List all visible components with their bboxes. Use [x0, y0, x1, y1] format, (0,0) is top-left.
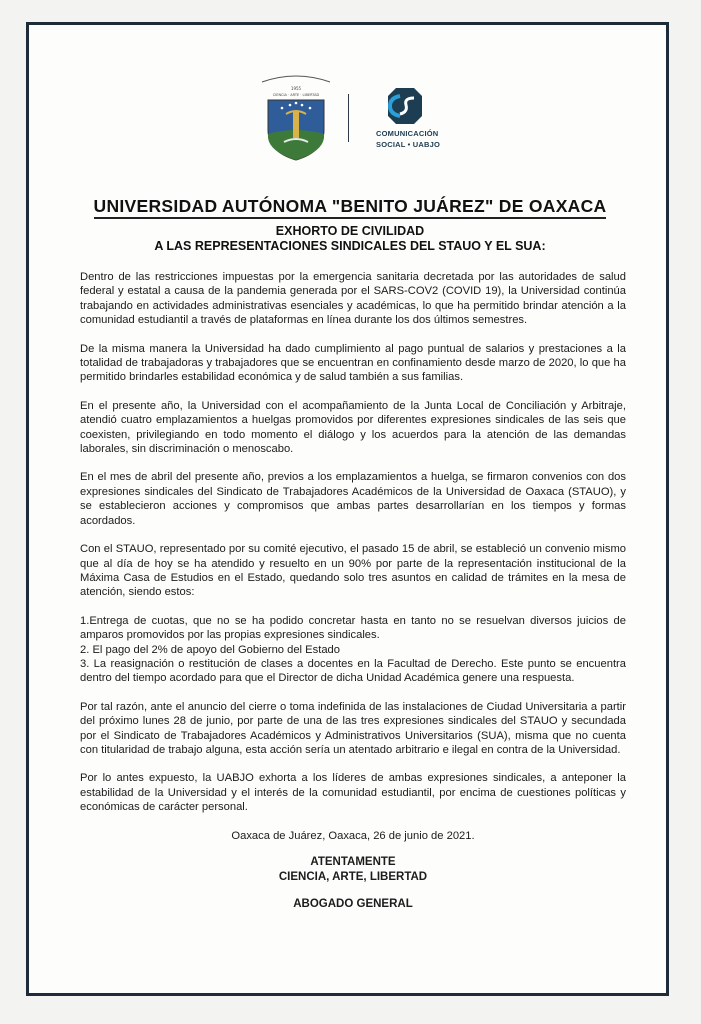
svg-text:CIENCIA · ARTE · LIBERTAD: CIENCIA · ARTE · LIBERTAD: [272, 93, 320, 97]
comunicacion-social-label: [376, 128, 486, 150]
issues-list: [80, 614, 626, 686]
document-body: [80, 270, 626, 911]
document-title: [60, 196, 640, 217]
title-text: UNIVERSIDAD AUTÓNOMA "BENITO JUÁREZ" DE OAXACA: [94, 196, 607, 219]
paragraph-3: En el presente año, la Universidad con el acompañamiento de la Junta Local de Conciliación y Arbitraje, atendió cuatro emplazamientos a huelgas promovidos por diferentes expresiones sindicales de las seis que coexisten, privilegiando en todo momento el diálogo y los acuerdos para la atención de las demandas laborales, sin discriminación o menoscabo.: [80, 399, 626, 456]
paragraph-6: Por tal razón, ante el anuncio del cierre o toma indefinida de las instalaciones de Ciudad Universitaria a partir del próximo lunes 28 de junio, por parte de una de las tres expresiones sindicales del STAUO y secundada por el Sindicato de Trabajadores Académicos y Administrativos Universitarios (SUA), misma que no cuenta con titularidad de trabajo alguna, esta acción sería un atentado arbitrario e ilegal en contra de la Universidad.: [80, 700, 626, 756]
paragraph-4: En el mes de abril del presente año, previos a los emplazamientos a huelga, se firmaron convenios con dos expresiones sindicales del Sindicato de Trabajadores Académicos de la Universidad de Oaxaca (STAUO), y se establecieron acciones y compromisos que ambas partes desarrollarían en los tiempos y formas acordados.: [80, 471, 626, 527]
paragraph-5: Con el STAUO, representado por su comité ejecutivo, el pasado 15 de abril, se estableció un convenio mismo que al día de hoy se ha atendido y resuelto en un 90% por parte de la representación institucional de la Máxima Casa de Estudios en el Estado, quedando solo tres asuntos en calidad de trámites en la mesa de atención, siendo estos:: [80, 543, 626, 599]
svg-text:1955: 1955: [290, 86, 302, 91]
university-seal-icon: [256, 72, 336, 162]
list-item: 1.Entrega de cuotas, que no se ha podido concretar hasta en tanto no se resuelvan diversos juicios de amparos promovidos por las propias expresiones sindicales.: [80, 614, 626, 642]
paragraph-2: De la misma manera la Universidad ha dado cumplimiento al pago puntual de salarios y prestaciones a la totalidad de trabajadoras y trabajadores que se encuentran en confinamiento desde marzo de 2020, lo que ha permitido brindarles estabilidad económica y de salud también a sus familias.: [80, 342, 626, 384]
closing-line-1: ATENTAMENTE: [310, 856, 396, 868]
closing-line-2: CIENCIA, ARTE, LIBERTAD: [278, 871, 428, 883]
closing: [80, 855, 626, 885]
subtitle-line-1: EXHORTO DE CIVILIDAD: [275, 224, 425, 238]
unit-line-1: COMUNICACIÓN: [376, 129, 439, 138]
place-date: Oaxaca de Juárez, Oaxaca, 26 de junio de 2021.: [231, 829, 475, 842]
paragraph-7: Por lo antes expuesto, la UABJO exhorta a los líderes de ambas expresiones sindicales, a anteponer la estabilidad de la Universidad y el interés de la comunidad estudiantil, por encima de cuestiones políticas y económicas de carácter personal.: [80, 772, 626, 814]
list-item: 2. El pago del 2% de apoyo del Gobierno del Estado: [80, 643, 340, 656]
header-logos: [256, 72, 456, 162]
subtitle-line-2: A LAS REPRESENTACIONES SINDICALES DEL STAUO Y EL SUA:: [154, 239, 546, 253]
logo-divider: [348, 94, 349, 142]
unit-line-2: SOCIAL • UABJO: [376, 140, 441, 149]
signer: ABOGADO GENERAL: [293, 898, 413, 910]
document-subtitle: [60, 224, 640, 254]
list-item: 3. La reasignación o restitución de clases a docentes en la Facultad de Derecho. Este punto se encuentra dentro del tiempo acordado para que el Director de dicha Unidad Académica genere una respuesta.: [80, 657, 626, 685]
paragraph-1: Dentro de las restricciones impuestas por la emergencia sanitaria decretada por las autoridades de salud federal y estatal a causa de la pandemia generada por el SARS-COV2 (COVID 19), la Universidad continúa trabajando en actividades administrativas esenciales y académicas, lo que ha permitido brindar atención a la comunidad estudiantil a través de plataformas en línea durante los dos últimos semestres.: [80, 271, 626, 327]
